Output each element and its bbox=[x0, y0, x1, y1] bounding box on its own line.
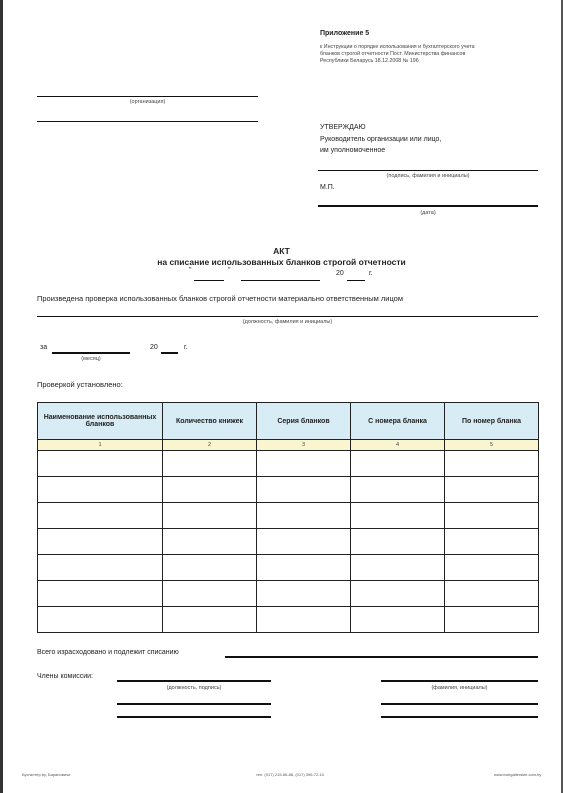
table-cell[interactable] bbox=[163, 581, 257, 607]
table-cell[interactable] bbox=[163, 451, 257, 477]
organization-line-2 bbox=[37, 121, 258, 122]
table-cell[interactable] bbox=[445, 555, 539, 581]
approve-line-1: Руководитель организации или лицо, bbox=[320, 136, 442, 143]
header-series: Серия бланков bbox=[257, 403, 351, 440]
period-za: за bbox=[40, 344, 48, 351]
header-blank-name: Наименование использованных бланков bbox=[38, 403, 163, 440]
stamp-place: М.П. bbox=[320, 184, 335, 191]
act-title: АКТ bbox=[273, 246, 290, 256]
table-cell[interactable] bbox=[257, 555, 351, 581]
act-quote-close: " bbox=[228, 267, 231, 274]
act-year-suffix: г. bbox=[369, 270, 373, 277]
table-cell[interactable] bbox=[163, 503, 257, 529]
page-left-border bbox=[0, 0, 3, 793]
table-cell[interactable] bbox=[445, 581, 539, 607]
approve-date-line bbox=[318, 205, 538, 207]
table-cell[interactable] bbox=[38, 607, 163, 633]
table-header-row bbox=[38, 403, 539, 440]
table-cell[interactable] bbox=[38, 503, 163, 529]
period-year-line bbox=[161, 352, 178, 354]
approve-sign-caption: (подпись, фамилия и инициалы) bbox=[386, 173, 470, 179]
footer-right: www.buhgalterskie.com.by bbox=[494, 772, 542, 777]
footer-center: тел. (017) 215-66-88, (017) 396-72-10 bbox=[256, 772, 325, 777]
footer-left: Бухгалтер.by, Барановичи bbox=[22, 772, 71, 777]
period-year-suffix: г. bbox=[184, 344, 188, 351]
table-row bbox=[38, 503, 539, 529]
table-cell[interactable] bbox=[445, 451, 539, 477]
table-cell[interactable] bbox=[257, 451, 351, 477]
table-cell[interactable] bbox=[257, 503, 351, 529]
commission-line-right-1 bbox=[381, 680, 538, 682]
commission-line-left-2 bbox=[117, 703, 271, 705]
table-cell[interactable] bbox=[351, 503, 445, 529]
appendix-line-2: бланков строгой отчетности Пост. Министерства финансов bbox=[320, 51, 466, 57]
table-cell[interactable] bbox=[351, 607, 445, 633]
period-year-prefix: 20 bbox=[150, 344, 158, 351]
commission-label: Члены комиссии: bbox=[37, 673, 94, 680]
act-subtitle: на списание использованных бланков строгой отчетности bbox=[157, 257, 406, 267]
table-number-row bbox=[38, 440, 539, 451]
column-number: 2 bbox=[163, 440, 257, 451]
commission-caption-right: (фамилия, инициалы) bbox=[431, 685, 488, 691]
table-cell[interactable] bbox=[351, 477, 445, 503]
blanks-table bbox=[37, 402, 539, 633]
table-cell[interactable] bbox=[163, 607, 257, 633]
header-from-number: С номера бланка bbox=[351, 403, 445, 440]
responsible-person-line bbox=[37, 316, 538, 317]
header-books-count: Количество книжек bbox=[163, 403, 257, 440]
table-cell[interactable] bbox=[445, 477, 539, 503]
commission-line-left-3 bbox=[117, 716, 271, 718]
table-row bbox=[38, 581, 539, 607]
approve-line-2: им уполномоченное bbox=[320, 147, 386, 154]
table-cell[interactable] bbox=[163, 477, 257, 503]
act-year-line bbox=[347, 280, 365, 281]
commission-line-left-1 bbox=[117, 680, 271, 682]
table-cell[interactable] bbox=[351, 555, 445, 581]
column-number: 4 bbox=[351, 440, 445, 451]
table-cell[interactable] bbox=[257, 477, 351, 503]
commission-line-right-3 bbox=[381, 716, 538, 718]
period-month-caption: (месяц) bbox=[81, 356, 101, 362]
organization-caption: (организация) bbox=[129, 99, 166, 105]
established-text: Проверкой установлено: bbox=[37, 380, 123, 389]
table-cell[interactable] bbox=[257, 581, 351, 607]
header-to-number: По номер бланка bbox=[445, 403, 539, 440]
approve-title: УТВЕРЖДАЮ bbox=[320, 124, 366, 131]
table-cell[interactable] bbox=[445, 529, 539, 555]
table-cell[interactable] bbox=[445, 607, 539, 633]
table-cell[interactable] bbox=[38, 451, 163, 477]
table-cell[interactable] bbox=[163, 529, 257, 555]
act-year-prefix: 20 bbox=[336, 270, 344, 277]
table-cell[interactable] bbox=[38, 477, 163, 503]
table-cell[interactable] bbox=[257, 529, 351, 555]
approve-date-caption: (дата) bbox=[420, 210, 436, 216]
appendix-title: Приложение 5 bbox=[320, 30, 370, 37]
table-cell[interactable] bbox=[38, 529, 163, 555]
table-cell[interactable] bbox=[445, 503, 539, 529]
column-number: 3 bbox=[257, 440, 351, 451]
column-number: 5 bbox=[445, 440, 539, 451]
act-day-line bbox=[194, 280, 224, 281]
check-text: Произведена проверка использованных бланков строгой отчетности материально ответственным лицом bbox=[37, 294, 404, 303]
total-text: Всего израсходовано и подлежит списанию bbox=[37, 649, 179, 656]
table-cell[interactable] bbox=[351, 451, 445, 477]
table-row bbox=[38, 451, 539, 477]
table-row bbox=[38, 607, 539, 633]
table-cell[interactable] bbox=[38, 555, 163, 581]
commission-line-right-2 bbox=[381, 703, 538, 705]
table-cell[interactable] bbox=[351, 581, 445, 607]
organization-line bbox=[37, 96, 258, 97]
table-row bbox=[38, 477, 539, 503]
act-month-line bbox=[241, 280, 320, 281]
table-cell[interactable] bbox=[163, 555, 257, 581]
approve-sign-line bbox=[318, 170, 538, 171]
table-cell[interactable] bbox=[351, 529, 445, 555]
responsible-person-caption: (должность, фамилия и инициалы) bbox=[242, 319, 333, 325]
appendix-line-3: Республики Беларусь 18.12.2008 № 196 bbox=[320, 58, 419, 64]
column-number: 1 bbox=[38, 440, 163, 451]
table-row bbox=[38, 555, 539, 581]
act-quote-open: " bbox=[189, 267, 192, 274]
table-row bbox=[38, 529, 539, 555]
total-line bbox=[225, 656, 538, 658]
table-cell[interactable] bbox=[257, 607, 351, 633]
period-month-line bbox=[52, 352, 130, 354]
commission-caption-left: (должность, подпись) bbox=[166, 685, 222, 691]
table-cell[interactable] bbox=[38, 581, 163, 607]
appendix-line-1: к Инструкции о порядке использования и бухгалтерского учета bbox=[320, 44, 475, 50]
